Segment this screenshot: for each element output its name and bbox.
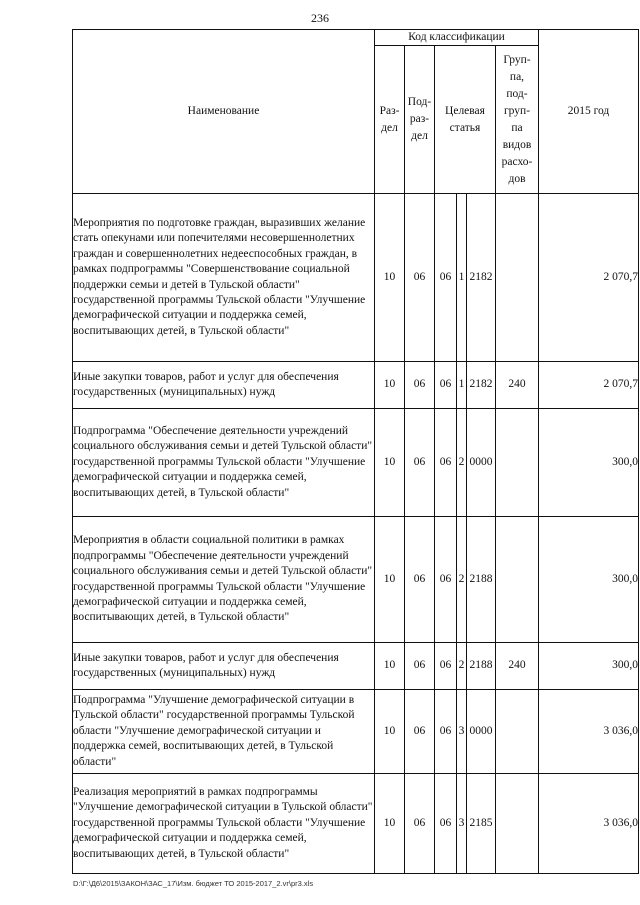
row-target-1: 06	[435, 774, 457, 874]
table-row	[73, 643, 639, 690]
row-target-3: 2185	[467, 774, 496, 874]
row-expense-type	[496, 690, 539, 774]
row-amount: 2 070,7	[539, 194, 639, 362]
expense-group-header: Груп- па, под- груп- па видов расхо- дов	[496, 46, 539, 194]
row-podrazdel: 06	[405, 690, 435, 774]
row-target-1: 06	[435, 409, 457, 517]
row-target-2: 2	[457, 409, 467, 517]
row-podrazdel: 06	[405, 362, 435, 409]
row-name: Реализация мероприятий в рамках подпрограммы "Улучшение демографической ситуации в Тульской области" государственной программы Тульской области "Улучшение демографической ситуации и поддержка семей, воспитывающих детей, в Тульской области"	[73, 774, 375, 874]
table-row	[73, 409, 639, 517]
row-amount: 300,0	[539, 409, 639, 517]
row-amount: 2 070,7	[539, 362, 639, 409]
target-article-header: Целевая статья	[435, 46, 496, 194]
row-amount: 3 036,0	[539, 690, 639, 774]
row-target-3: 2188	[467, 517, 496, 643]
row-target-3: 2188	[467, 643, 496, 690]
file-path-footer: D:\Г:\Д6\2015\ЗАКОН\ЗАС_17\Изм. бюджет ТО 2015-2017_2.vr\pr3.xls	[73, 879, 314, 888]
row-target-2: 1	[457, 194, 467, 362]
table-row	[73, 362, 639, 409]
row-target-2: 2	[457, 643, 467, 690]
row-target-2: 2	[457, 517, 467, 643]
row-target-1: 06	[435, 194, 457, 362]
budget-table	[72, 29, 639, 874]
row-target-1: 06	[435, 517, 457, 643]
row-name: Мероприятия в области социальной политики в рамках подпрограммы "Обеспечение деятельности учреждений социального обслуживания семьи и детей Тульской области" государственной программы Тульской области "Улучшение демографической ситуации и поддержка семей, воспитывающих детей, в Тульской области"	[73, 517, 375, 643]
row-podrazdel: 06	[405, 517, 435, 643]
razdel-header: Раз- дел	[375, 46, 405, 194]
row-target-2: 1	[457, 362, 467, 409]
table-body	[73, 194, 639, 874]
table-row	[73, 194, 639, 362]
row-name: Подпрограмма "Обеспечение деятельности учреждений социального обслуживания семьи и детей Тульской области" государственной программы Тульской области "Улучшение демографической ситуации и поддержка семей, воспитывающих детей, в Тульской области"	[73, 409, 375, 517]
row-expense-type	[496, 774, 539, 874]
row-razdel: 10	[375, 690, 405, 774]
row-podrazdel: 06	[405, 643, 435, 690]
row-amount: 300,0	[539, 643, 639, 690]
row-name: Мероприятия по подготовке граждан, выразивших желание стать опекунами или попечителями несовершеннолетних граждан и совершеннолетних недееспособных граждан, в рамках подпрограммы "Совершенствование социальной поддержки семьи и детей в Тульской области" государственной программы Тульской области "Улучшение демографической ситуации и поддержка семей, воспитывающих детей, в Тульской области"	[73, 194, 375, 362]
row-name: Подпрограмма "Улучшение демографической ситуации в Тульской области" государственной программы Тульской области "Улучшение демографической ситуации и поддержка семей, воспитывающих детей, в Тульской области"	[73, 690, 375, 774]
row-name: Иные закупки товаров, работ и услуг для обеспечения государственных (муниципальных) нужд	[73, 362, 375, 409]
row-expense-type	[496, 194, 539, 362]
row-razdel: 10	[375, 774, 405, 874]
row-razdel: 10	[375, 362, 405, 409]
row-target-1: 06	[435, 690, 457, 774]
row-expense-type: 240	[496, 643, 539, 690]
row-target-2: 3	[457, 774, 467, 874]
row-target-3: 0000	[467, 409, 496, 517]
name-header: Наименование	[73, 30, 375, 194]
row-target-3: 2182	[467, 362, 496, 409]
table-row	[73, 517, 639, 643]
row-razdel: 10	[375, 517, 405, 643]
row-expense-type	[496, 517, 539, 643]
row-target-3: 0000	[467, 690, 496, 774]
classification-header: Код классификации	[375, 30, 539, 46]
podrazdel-header: Под- раз- дел	[405, 46, 435, 194]
row-expense-type: 240	[496, 362, 539, 409]
row-name: Иные закупки товаров, работ и услуг для обеспечения государственных (муниципальных) нужд	[73, 643, 375, 690]
row-podrazdel: 06	[405, 409, 435, 517]
page-number: 236	[311, 11, 329, 25]
row-razdel: 10	[375, 643, 405, 690]
table-row	[73, 774, 639, 874]
row-target-3: 2182	[467, 194, 496, 362]
header-row-1	[73, 30, 639, 46]
row-target-2: 3	[457, 690, 467, 774]
row-target-1: 06	[435, 643, 457, 690]
row-amount: 300,0	[539, 517, 639, 643]
row-amount: 3 036,0	[539, 774, 639, 874]
table-row	[73, 690, 639, 774]
year-header: 2015 год	[539, 30, 639, 194]
row-target-1: 06	[435, 362, 457, 409]
row-podrazdel: 06	[405, 194, 435, 362]
row-expense-type	[496, 409, 539, 517]
row-razdel: 10	[375, 194, 405, 362]
row-razdel: 10	[375, 409, 405, 517]
row-podrazdel: 06	[405, 774, 435, 874]
